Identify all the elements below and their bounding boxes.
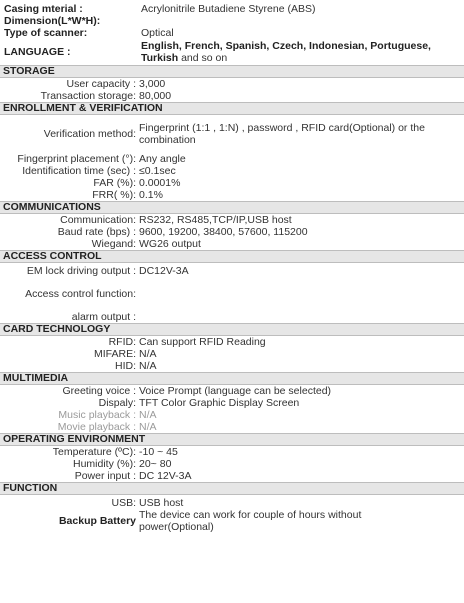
language-label: LANGUAGE :: [4, 46, 71, 58]
display-label: Dispaly:: [98, 397, 136, 409]
dimension-label: Dimension(L*W*H):: [4, 15, 101, 27]
verification-value: Fingerprint (1:1 , 1:N) , password , RFID card(Optional) or the combination: [139, 122, 425, 146]
section-card-technology: CARD TECHNOLOGY: [0, 323, 464, 336]
humidity-label: Humidity (%):: [72, 458, 136, 470]
transaction-value: 80,000: [139, 90, 172, 102]
mifare-value: N/A: [139, 348, 157, 360]
language-row: [0, 40, 464, 64]
baud-value: 9600, 19200, 38400, 57600, 115200: [139, 226, 308, 238]
rfid-value: Can support RFID Reading: [139, 336, 266, 348]
far-value: 0.0001%: [139, 177, 181, 189]
music-value: N/A: [139, 409, 157, 421]
movie-label: Movie playback :: [57, 421, 136, 433]
usb-row: [0, 497, 464, 509]
language-list: English, French, Spanish, Czech, Indonesian, Portuguese, Turkish: [141, 40, 431, 64]
section-enrollment: ENROLLMENT & VERIFICATION: [0, 102, 464, 115]
user-capacity-value: 3,000: [139, 78, 166, 90]
rfid-label: RFID:: [108, 336, 136, 348]
temperature-label: Temperature (ºC):: [52, 446, 136, 458]
section-function: FUNCTION: [0, 482, 464, 495]
spec-sheet: [0, 3, 464, 533]
verification-label: Verification method:: [43, 128, 136, 140]
hid-label: HID:: [115, 360, 136, 372]
battery-value: The device can work for couple of hours without power(Optional): [139, 509, 362, 533]
dimension-row: [0, 15, 464, 27]
communication-label: Communication:: [60, 214, 136, 226]
em-lock-row: [0, 265, 464, 277]
identification-row: [0, 165, 464, 177]
placement-value: Any angle: [139, 153, 186, 165]
baud-row: [0, 226, 464, 238]
power-value: DC 12V-3A: [139, 470, 192, 482]
section-access-control: ACCESS CONTROL: [0, 250, 464, 263]
em-lock-value: DC12V-3A: [139, 265, 189, 277]
section-multimedia: MULTIMEDIA: [0, 372, 464, 385]
baud-label: Baud rate (bps) :: [57, 226, 136, 238]
placement-label: Fingerprint placement (°):: [17, 153, 136, 165]
language-tail: and so on: [178, 52, 228, 64]
display-value: TFT Color Graphic Display Screen: [139, 397, 300, 409]
humidity-row: [0, 458, 464, 470]
casing-label: Casing mterial :: [4, 3, 83, 15]
casing-value: Acrylonitrile Butadiene Styrene (ABS): [141, 3, 316, 15]
scanner-row: [0, 27, 464, 39]
wiegand-value: WG26 output: [139, 238, 201, 250]
greeting-value: Voice Prompt (language can be selected): [139, 385, 332, 397]
identification-value: ≤0.1sec: [139, 165, 176, 177]
section-storage: STORAGE: [0, 65, 464, 78]
frr-label: FRR( %):: [92, 189, 136, 201]
temperature-value: -10 ~ 45: [139, 446, 178, 458]
transaction-row: [0, 90, 464, 102]
rfid-row: [0, 336, 464, 348]
identification-label: Identification time (sec) :: [22, 165, 136, 177]
alarm-label: alarm output :: [71, 311, 136, 323]
battery-label: Backup Battery: [58, 515, 136, 527]
em-lock-label: EM lock driving output :: [26, 265, 136, 277]
humidity-value: 20~ 80: [139, 458, 172, 470]
access-function-label: Access control function:: [25, 288, 136, 300]
display-row: [0, 397, 464, 409]
mifare-label: MIFARE:: [93, 348, 136, 360]
communication-value: RS232, RS485,TCP/IP,USB host: [139, 214, 292, 226]
greeting-label: Greeting voice :: [62, 385, 136, 397]
access-function-row: [0, 288, 464, 300]
far-label: FAR (%):: [93, 177, 136, 189]
power-row: [0, 470, 464, 482]
movie-value: N/A: [139, 421, 157, 433]
verification-row: [0, 115, 464, 153]
movie-row: [0, 421, 464, 433]
user-capacity-label: User capacity :: [66, 78, 136, 90]
usb-value: USB host: [139, 497, 184, 509]
mifare-row: [0, 348, 464, 360]
frr-row: [0, 189, 464, 201]
power-label: Power input :: [74, 470, 136, 482]
hid-value: N/A: [139, 360, 157, 372]
wiegand-row: [0, 238, 464, 250]
transaction-label: Transaction storage:: [40, 90, 136, 102]
usb-label: USB:: [111, 497, 136, 509]
scanner-label: Type of scanner:: [4, 27, 88, 39]
casing-row: [0, 3, 464, 15]
alarm-row: [0, 311, 464, 323]
language-value: [139, 40, 464, 64]
temperature-row: [0, 446, 464, 458]
user-capacity-row: [0, 78, 464, 90]
far-row: [0, 177, 464, 189]
section-communications: COMMUNICATIONS: [0, 201, 464, 214]
frr-value: 0.1%: [139, 189, 163, 201]
placement-row: [0, 153, 464, 165]
battery-row: [0, 509, 464, 533]
music-row: [0, 409, 464, 421]
greeting-row: [0, 385, 464, 397]
hid-row: [0, 360, 464, 372]
communication-row: [0, 214, 464, 226]
wiegand-label: Wiegand:: [91, 238, 136, 250]
music-label: Music playback :: [58, 409, 136, 421]
scanner-value: Optical: [141, 27, 174, 39]
section-environment: OPERATING ENVIRONMENT: [0, 433, 464, 446]
